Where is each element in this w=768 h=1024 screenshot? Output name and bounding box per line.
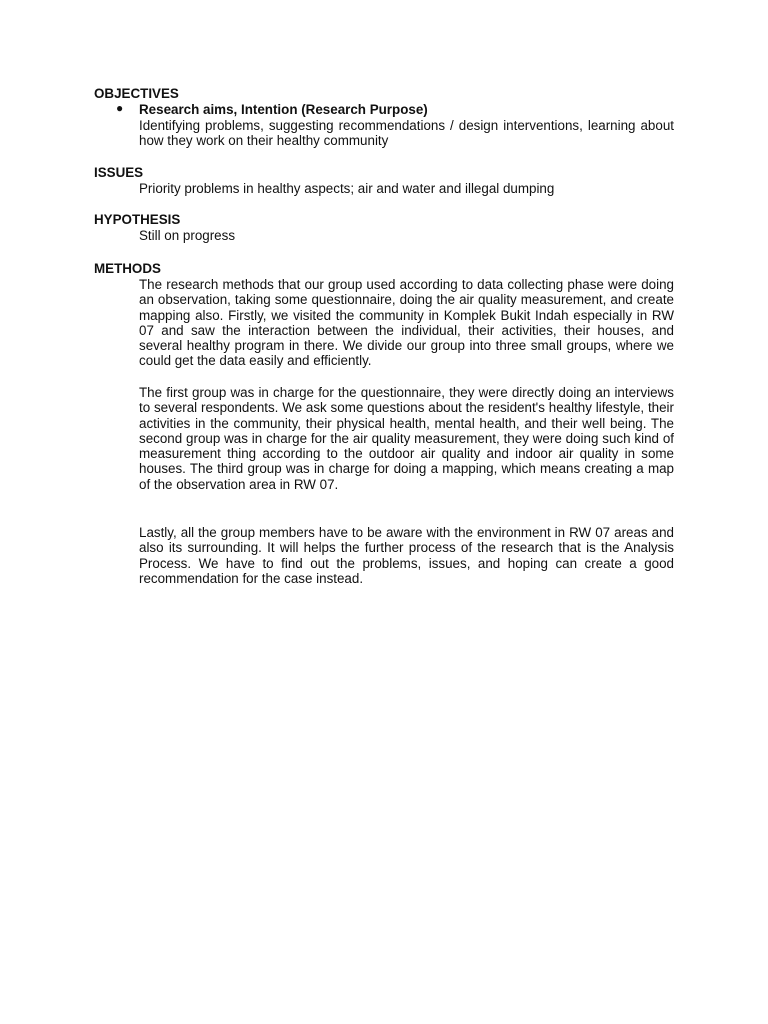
issues-heading: ISSUES — [94, 165, 144, 180]
objectives-bullet-title: Research aims, Intention (Research Purpose) — [139, 102, 428, 117]
methods-paragraph-1: The research methods that our group used according to data collecting phase were doing an observation, taking some questionnaire, doing the air quality measurement, and create mapping also. Firstly, we visited the community in Komplek Bukit Indah especially in RW 07 and saw the interaction between the individual, their activities, their houses, and several healthy program in there. We divide our group into three small groups, where we could get the data easily and efficiently. — [139, 277, 674, 369]
methods-heading: METHODS — [94, 261, 161, 276]
hypothesis-text: Still on progress — [139, 228, 236, 243]
bullet-dot-icon: ● — [116, 101, 124, 115]
hypothesis-heading: HYPOTHESIS — [94, 212, 181, 227]
issues-text: Priority problems in healthy aspects; air and water and illegal dumping — [139, 181, 555, 196]
objectives-heading: OBJECTIVES — [94, 86, 179, 101]
objectives-bullet-text: Identifying problems, suggesting recommendations / design interventions, learning about how they work on their healthy community — [139, 118, 674, 149]
methods-paragraph-3: Lastly, all the group members have to be aware with the environment in RW 07 areas and also its surrounding. It will helps the further process of the research that is the Analysis Process. We have to find out the problems, issues, and hoping can create a good recommendation for the case instead. — [139, 525, 674, 586]
methods-paragraph-2: The first group was in charge for the questionnaire, they were directly doing an interviews to several respondents. We ask some questions about the resident's healthy lifestyle, their activities in the community, their physical health, mental health, and their well being. The second group was in charge for the air quality measurement, they were doing such kind of measurement thing according to the outdoor air quality and indoor air quality in some houses. The third group was in charge for doing a mapping, which means creating a map of the observation area in RW 07. — [139, 385, 674, 492]
